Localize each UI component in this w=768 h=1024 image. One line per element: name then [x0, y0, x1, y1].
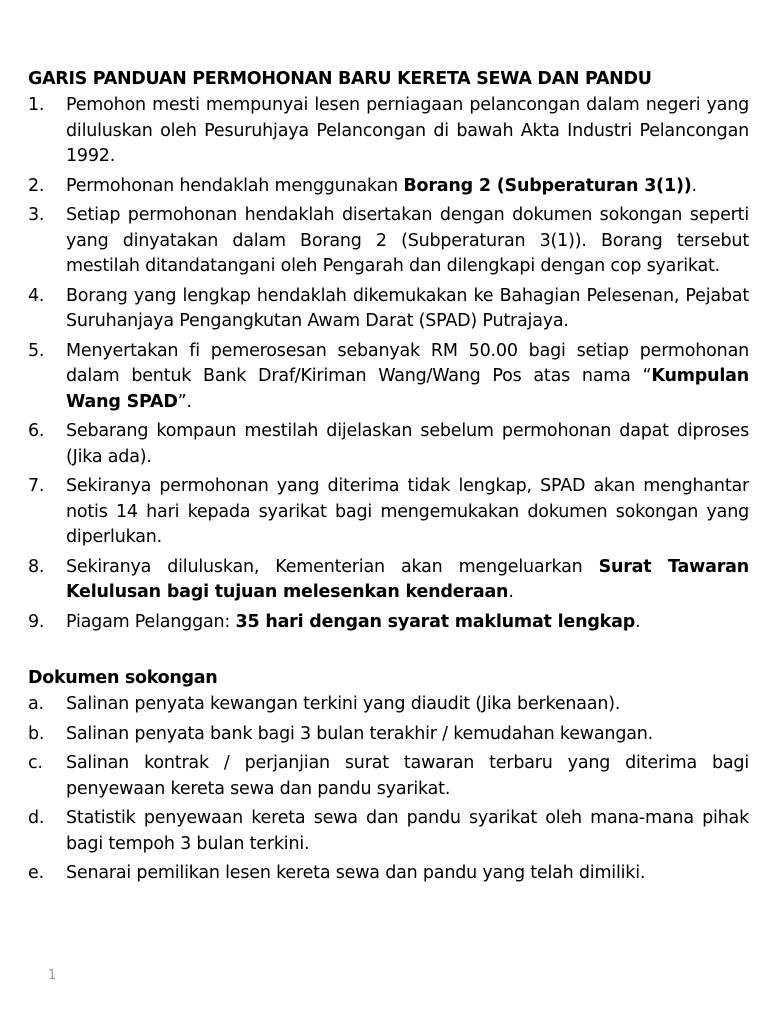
document-page — [28, 66, 749, 891]
item-text: Salinan penyata kewangan terkini yang diaudit (Jika berkenaan). — [66, 694, 621, 714]
guideline-item — [28, 610, 749, 636]
section-gap — [28, 639, 749, 665]
item-text-suffix: . — [508, 582, 514, 602]
document-item — [28, 861, 749, 887]
document-item — [28, 751, 749, 802]
item-letter: d. — [28, 808, 45, 828]
item-text: Sebarang kompaun mestilah dijelaskan sebelum permohonan dapat diproses (Jika ada). — [66, 421, 749, 467]
guideline-item — [28, 555, 749, 606]
item-number: 6. — [28, 421, 45, 441]
guideline-item — [28, 174, 749, 200]
item-number: 1. — [28, 95, 45, 115]
item-text: Salinan penyata bank bagi 3 bulan terakhir / kemudahan kewangan. — [66, 723, 654, 744]
item-text: Salinan kontrak / perjanjian surat tawaran terbaru yang diterima bagi penyewaan kereta sewa dan pandu syarikat. — [66, 753, 749, 799]
document-title: GARIS PANDUAN PERMOHONAN BARU KERETA SEWA DAN PANDU — [28, 69, 652, 89]
item-number: 8. — [28, 556, 45, 577]
guideline-item — [28, 474, 749, 551]
document-item — [28, 722, 749, 748]
document-item — [28, 806, 749, 857]
item-bold-text: Borang 2 (Subperaturan 3(1)) — [403, 175, 692, 196]
item-letter: a. — [28, 694, 44, 714]
item-bold-text: Surat Tawaran Kelulusan bagi tujuan melesenkan kenderaan — [66, 556, 749, 602]
documents-list — [28, 692, 749, 887]
document-item — [28, 692, 749, 718]
item-text: Senarai pemilikan lesen kereta sewa dan pandu yang telah dimiliki. — [66, 863, 646, 883]
item-text: Statistik penyewaan kereta sewa dan pandu syarikat oleh mana-mana pihak bagi tempoh 3 bulan terkini. — [66, 808, 749, 854]
item-number: 7. — [28, 476, 45, 496]
item-text: Setiap permohonan hendaklah disertakan dengan dokumen sokongan seperti yang dinyatakan dalam Borang 2 (Subperaturan 3(1)). Borang tersebut mestilah ditandatangani oleh Pengarah dan dilengkapi dengan cop syarikat. — [66, 205, 749, 276]
documents-heading: Dokumen sokongan — [28, 668, 218, 688]
item-text: Permohonan hendaklah menggunakan — [66, 175, 404, 196]
item-number: 4. — [28, 285, 45, 306]
item-text: Piagam Pelanggan: — [66, 611, 236, 632]
item-text: Pemohon mesti mempunyai lesen perniagaan pelancongan dalam negeri yang diluluskan oleh Pesuruhjaya Pelancongan di bawah Akta Industri Pelancongan 1992. — [66, 95, 749, 166]
guideline-item — [28, 93, 749, 170]
item-bold-text: Kumpulan Wang SPAD — [66, 366, 749, 412]
item-number: 3. — [28, 205, 45, 225]
item-bold-text: 35 hari dengan syarat maklumat lengkap — [235, 611, 636, 632]
item-text-suffix: ”. — [177, 391, 192, 412]
item-letter: e. — [28, 863, 44, 883]
item-number: 5. — [28, 340, 45, 361]
item-text: Borang yang lengkap hendaklah dikemukakan ke Bahagian Pelesenan, Pejabat Suruhanjaya Pengangkutan Awam Darat (SPAD) Putrajaya. — [66, 285, 749, 331]
page-number: 1 — [48, 968, 57, 983]
guideline-item — [28, 203, 749, 280]
item-text: Sekiranya diluluskan, Kementerian akan mengeluarkan — [66, 556, 599, 577]
item-number: 2. — [28, 175, 45, 196]
guideline-item — [28, 284, 749, 335]
item-number: 9. — [28, 611, 45, 632]
item-text: Sekiranya permohonan yang diterima tidak lengkap, SPAD akan menghantar notis 14 hari kepada syarikat bagi mengemukakan dokumen sokongan yang diperlukan. — [66, 476, 749, 547]
guideline-item — [28, 419, 749, 470]
item-text-suffix: . — [691, 175, 697, 196]
item-text-suffix: . — [635, 611, 641, 632]
guideline-item — [28, 339, 749, 416]
item-letter: b. — [28, 723, 45, 744]
guidelines-list — [28, 93, 749, 635]
item-letter: c. — [28, 753, 43, 773]
item-text: Menyertakan fi pemerosesan sebanyak RM 50.00 bagi setiap permohonan dalam bentuk Bank Draf/Kiriman Wang/Wang Pos atas nama “ — [66, 340, 749, 386]
